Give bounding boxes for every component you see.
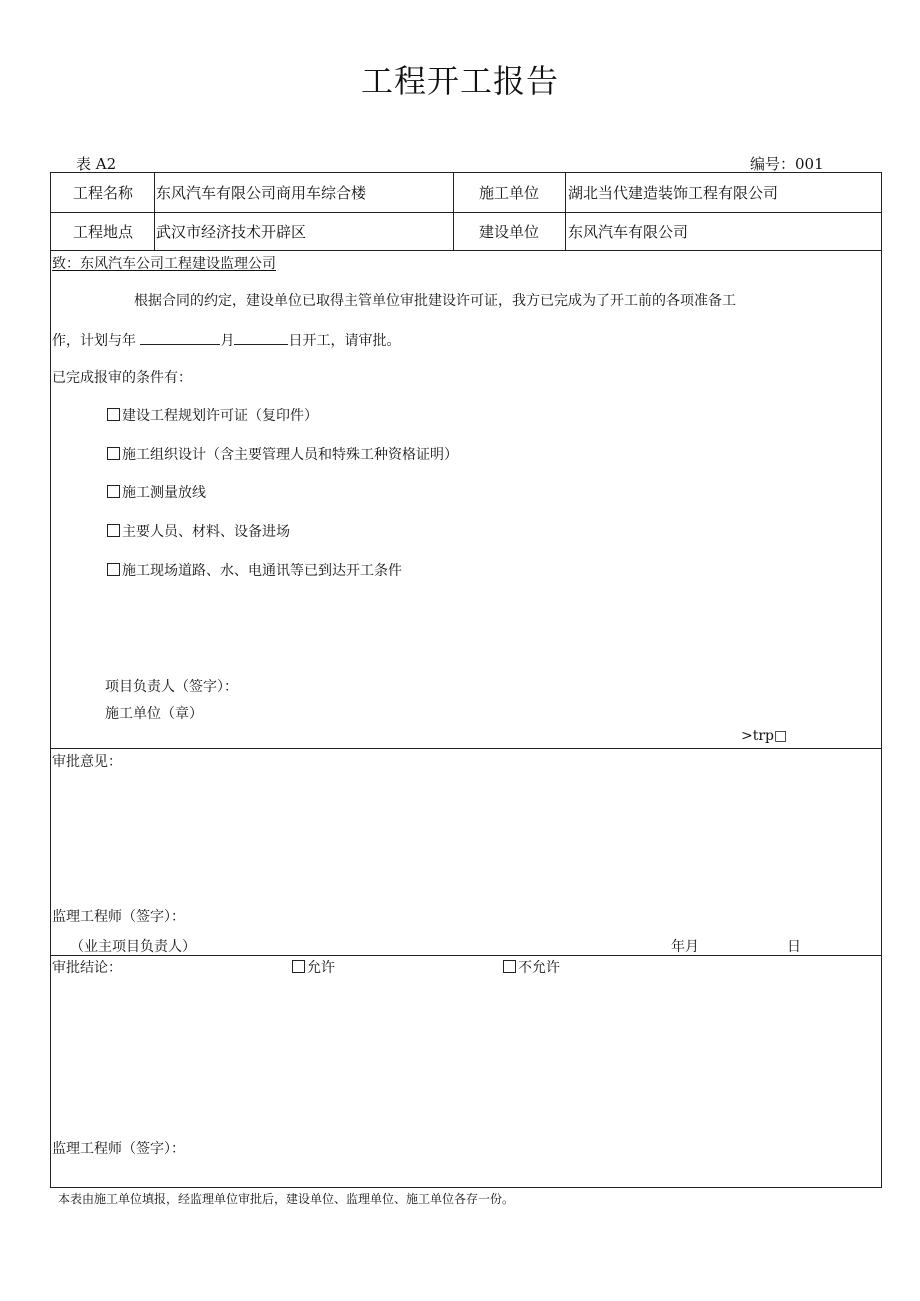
checkbox[interactable] [107, 524, 120, 537]
reject-checkbox[interactable] [503, 960, 516, 973]
contractor-value: 湖北当代建造装饰工程有限公司 [568, 184, 779, 202]
condition-item [107, 523, 290, 541]
year-blank[interactable] [140, 330, 220, 345]
checkbox[interactable] [107, 485, 120, 498]
form-code: 表 A2 [76, 155, 117, 173]
owner-label: 建设单位 [479, 223, 540, 241]
checkbox[interactable] [107, 447, 120, 460]
reject-option [503, 959, 560, 977]
contractor-seal: 施工单位（章） [105, 706, 203, 722]
project-name-value: 东风汽车有限公司商用车综合楼 [156, 184, 367, 202]
review-date-day: 日 [787, 939, 801, 955]
condition-item [107, 484, 206, 502]
date-field: >trp□ [741, 728, 788, 744]
row-divider [51, 212, 881, 213]
condition-label: 施工测量放线 [122, 485, 206, 501]
checkbox[interactable] [107, 408, 120, 421]
condition-item [107, 562, 402, 580]
condition-label: 主要人员、材料、设备进场 [122, 524, 290, 540]
row-divider [51, 250, 881, 251]
report-form [50, 172, 882, 1188]
location-label: 工程地点 [73, 223, 134, 241]
conclusion-engineer-signature: 监理工程师（签字）： [52, 1141, 185, 1157]
month-blank[interactable] [234, 330, 288, 345]
contractor-label: 施工单位 [479, 184, 540, 202]
conditions-title: 已完成报审的条件有： [52, 370, 192, 386]
report-paragraph-1: 根据合同的约定，建设单位已取得主管单位审批建设许可证，我方已完成为了开工前的各项准备工 [134, 293, 736, 309]
approve-label: 允许 [307, 960, 335, 976]
col-divider [154, 173, 155, 250]
section-divider [51, 748, 881, 749]
owner-value: 东风汽车有限公司 [568, 223, 689, 241]
review-opinion-label: 审批意见： [52, 754, 122, 770]
col-divider [565, 173, 566, 250]
page-title: 工程开工报告 [360, 62, 559, 100]
serial-number: 编号：001 [750, 155, 824, 173]
addressee: 致：东风汽车公司工程建设监理公司 [52, 256, 276, 272]
checkbox[interactable] [107, 563, 120, 576]
reject-label: 不允许 [518, 960, 560, 976]
plan-text-month: 月 [220, 333, 235, 349]
plan-text-year: 作，计划与年 [52, 333, 136, 349]
location-value: 武汉市经济技术开辟区 [156, 223, 307, 241]
owner-representative: （业主项目负责人） [70, 939, 196, 955]
engineer-signature: 监理工程师（签字）： [52, 909, 185, 925]
project-name-label: 工程名称 [73, 184, 134, 202]
col-divider [453, 173, 454, 250]
approve-checkbox[interactable] [292, 960, 305, 973]
footnote: 本表由施工单位填报，经监理单位审批后，建设单位、监理单位、施工单位各存一份。 [58, 1192, 515, 1206]
project-lead-signature: 项目负责人（签字）： [105, 679, 238, 695]
review-date-year-month: 年月 [671, 939, 699, 955]
plan-text-day: 日开工，请审批。 [288, 333, 401, 349]
condition-label: 建设工程规划许可证（复印件） [122, 408, 318, 424]
condition-item [107, 446, 458, 464]
condition-label: 施工现场道路、水、电通讯等已到达开工条件 [122, 563, 402, 579]
report-paragraph-2 [52, 330, 400, 350]
conclusion-label: 审批结论： [52, 960, 122, 976]
condition-label: 施工组织设计（含主要管理人员和特殊工种资格证明） [122, 447, 458, 463]
condition-item [107, 407, 318, 425]
approve-option [292, 959, 335, 977]
